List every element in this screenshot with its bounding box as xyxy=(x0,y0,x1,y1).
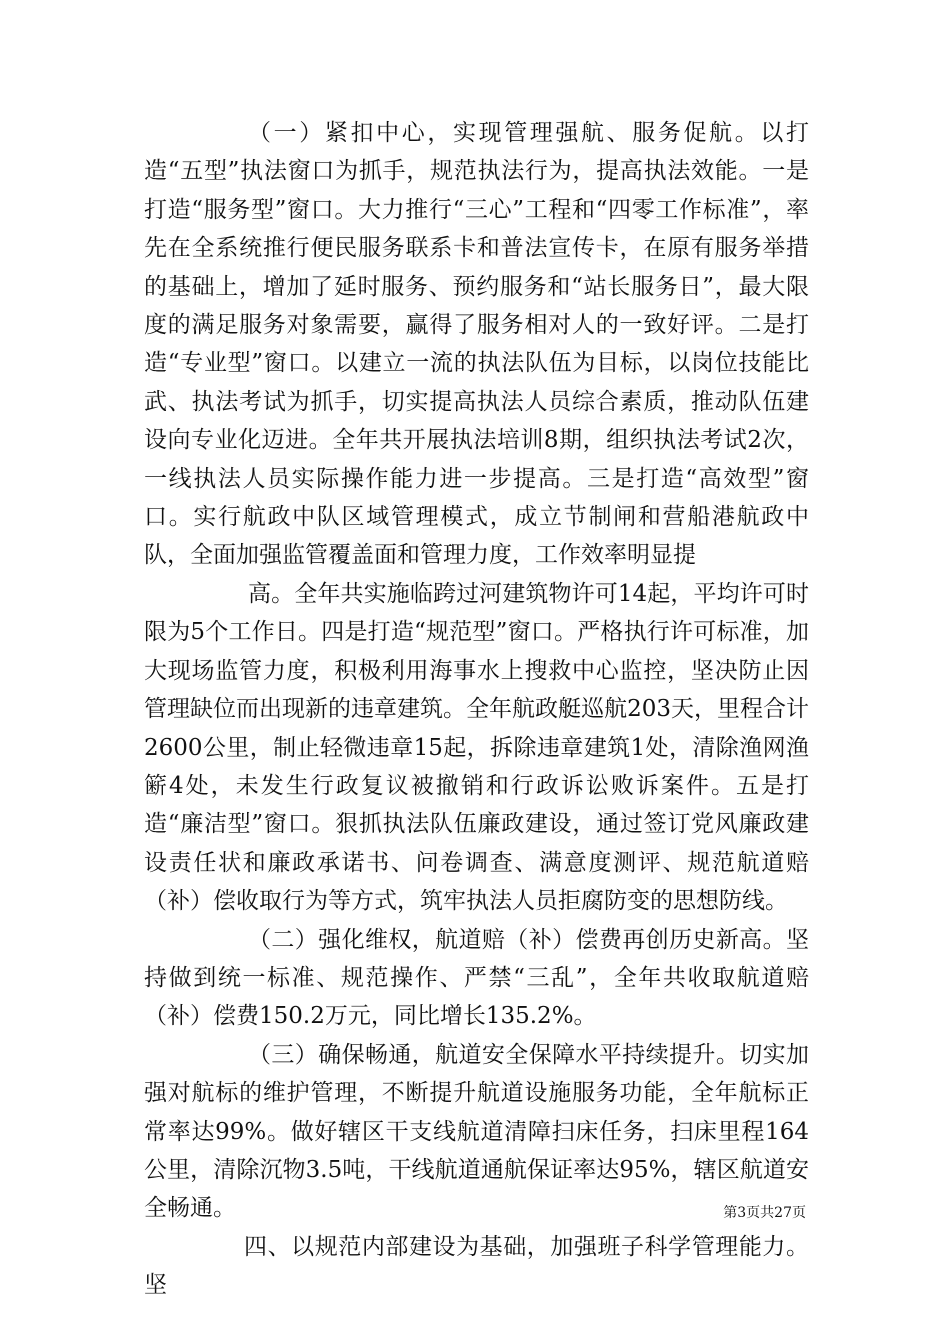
paragraph-section-one: （一）紧扣中心，实现管理强航、服务促航。以打造“五型”执法窗口为抓手，规范执法行为，提高执法效能。一是打造“服务型”窗口。大力推行“三心”工程和“四零工作标准”，率先在全系统推行便民服务联系卡和普法宣传卡，在原有服务举措的基础上，增加了延时服务、预约服务和“站长服务日”，最大限度的满足服务对象需要，赢得了服务相对人的一致好评。二是打造“专业型”窗口。以建立一流的执法队伍为目标，以岗位技能比武、执法考试为抓手，切实提高执法人员综合素质，推动队伍建设向专业化迈进。全年共开展执法培训8期，组织执法考试2次，一线执法人员实际操作能力进一步提高。三是打造“高效型”窗口。实行航政中队区域管理模式，成立节制闸和营船港航政中队，全面加强监管覆盖面和管理力度，工作效率明显提 xyxy=(144,120,809,569)
paragraph-section-three: （三）确保畅通，航道安全保障水平持续提升。切实加强对航标的维护管理，不断提升航道设施服务功能，全年航标正常率达99%。做好辖区干支线航道清障扫床任务，扫床里程164公里，清除沉物3.5吨，干线航道通航保证率达95%，辖区航道安全畅通。 xyxy=(144,1041,809,1222)
paragraph-section-four: 四、以规范内部建设为基础，加强班子科学管理能力。坚 xyxy=(144,1233,809,1299)
page-number-footer: 第3页共27页 xyxy=(723,1205,806,1221)
paragraph-section-two: （二）强化维权，航道赔（补）偿费再创历史新高。坚持做到统一标准、规范操作、严禁“三乱”，全年共收取航道赔（补）偿费150.2万元，同比增长135.2%。 xyxy=(144,926,809,1030)
paragraph-section-one-continued: 高。全年共实施临跨过河建筑物许可14起，平均许可时限为5个工作日。四是打造“规范型”窗口。严格执行许可标准，加大现场监管力度，积极利用海事水上搜救中心监控，坚决防止因管理缺位而出现新的违章建筑。全年航政艇巡航203天，里程合计2600公里，制止轻微违章15起，拆除违章建筑1处，清除渔网渔簖4处，未发生行政复议被撤销和行政诉讼败诉案件。五是打造“廉洁型”窗口。狠抓执法队伍廉政建设，通过签订党风廉政建设责任状和廉政承诺书、问卷调查、满意度测评、规范航道赔（补）偿收取行为等方式，筑牢执法人员拒腐防变的思想防线。 xyxy=(144,580,809,915)
document-body xyxy=(144,114,809,1305)
